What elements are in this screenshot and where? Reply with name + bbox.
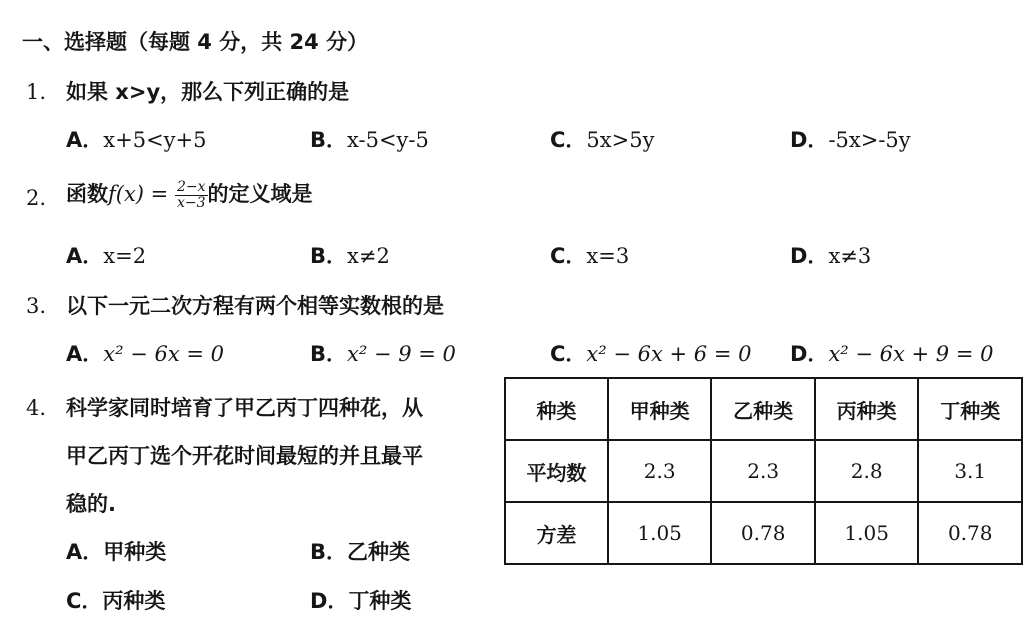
option-text: x=3 bbox=[586, 244, 630, 268]
option-a[interactable] bbox=[66, 538, 166, 566]
option-text: x=2 bbox=[103, 244, 147, 268]
option-text: 丁种类 bbox=[348, 589, 412, 613]
option-text: 5x>5y bbox=[586, 128, 655, 152]
table-header-row bbox=[505, 378, 1022, 440]
option-d[interactable] bbox=[310, 587, 411, 615]
stem-prefix: 函数 bbox=[66, 182, 108, 206]
question-stem-line-3: 稳的. bbox=[66, 492, 116, 516]
option-a[interactable] bbox=[66, 340, 224, 368]
question-stem: 以下一元二次方程有两个相等实数根的是 bbox=[66, 294, 444, 318]
option-text: 丙种类 bbox=[102, 589, 166, 613]
question-stem: 如果 x>y，那么下列正确的是 bbox=[66, 80, 350, 104]
question-number: 3. bbox=[26, 294, 47, 318]
table-cell: 0.78 bbox=[918, 502, 1022, 564]
table-row-label: 平均数 bbox=[505, 440, 608, 502]
option-c[interactable] bbox=[550, 242, 629, 270]
table-cell: 2.3 bbox=[608, 440, 712, 502]
section-title: 一、选择题（每题 4 分，共 24 分） bbox=[22, 30, 369, 54]
option-a[interactable] bbox=[66, 242, 146, 270]
option-a[interactable] bbox=[66, 126, 206, 154]
question-stem-line-2: 甲乙丙丁选个开花时间最短的并且最平 bbox=[66, 444, 423, 468]
stem-suffix: 的定义域是 bbox=[207, 182, 313, 206]
fraction-numerator: 2−x bbox=[176, 179, 206, 195]
table-cell: 0.78 bbox=[711, 502, 815, 564]
option-text: x+5<y+5 bbox=[103, 128, 207, 152]
question-number: 1. bbox=[26, 80, 47, 104]
option-d[interactable] bbox=[790, 242, 871, 270]
option-b[interactable] bbox=[310, 538, 410, 566]
option-text: 甲种类 bbox=[103, 540, 167, 564]
option-text: x≠3 bbox=[828, 244, 872, 268]
table-cell: 2.3 bbox=[711, 440, 815, 502]
option-text: 乙种类 bbox=[347, 540, 411, 564]
table-cell: 2.8 bbox=[815, 440, 919, 502]
option-c[interactable] bbox=[550, 340, 751, 368]
option-letter: D． bbox=[790, 342, 829, 366]
option-letter: B． bbox=[310, 540, 348, 564]
table-header-cell: 种类 bbox=[505, 378, 608, 440]
option-c[interactable] bbox=[66, 587, 165, 615]
table-header-cell: 甲种类 bbox=[608, 378, 712, 440]
option-letter: D． bbox=[790, 244, 829, 268]
question-number: 2. bbox=[26, 186, 47, 210]
option-letter: A． bbox=[66, 128, 104, 152]
option-letter: C． bbox=[550, 128, 587, 152]
table-row-label: 方差 bbox=[505, 502, 608, 564]
option-text: x² − 6x + 6 = 0 bbox=[586, 342, 752, 366]
option-text: x² − 6x = 0 bbox=[103, 342, 224, 366]
option-letter: B． bbox=[310, 342, 348, 366]
table-row bbox=[505, 502, 1022, 564]
option-letter: D． bbox=[310, 589, 349, 613]
function-expression: f(x) = bbox=[108, 182, 169, 206]
option-text: x≠2 bbox=[347, 244, 390, 268]
option-letter: B． bbox=[310, 244, 348, 268]
table-header-cell: 丙种类 bbox=[815, 378, 919, 440]
option-text: x² − 9 = 0 bbox=[347, 342, 456, 366]
table-cell: 1.05 bbox=[815, 502, 919, 564]
option-text: x-5<y-5 bbox=[347, 128, 429, 152]
option-text: -5x>-5y bbox=[828, 128, 911, 152]
option-text: x² − 6x + 9 = 0 bbox=[828, 342, 994, 366]
option-letter: C． bbox=[550, 244, 587, 268]
fraction bbox=[175, 180, 208, 211]
table-row bbox=[505, 440, 1022, 502]
flower-data-table bbox=[504, 377, 1023, 565]
option-letter: B． bbox=[310, 128, 348, 152]
option-c[interactable] bbox=[550, 126, 654, 154]
table-cell: 1.05 bbox=[608, 502, 712, 564]
option-letter: A． bbox=[66, 342, 104, 366]
option-d[interactable] bbox=[790, 340, 993, 368]
option-letter: C． bbox=[550, 342, 587, 366]
table-header-cell: 乙种类 bbox=[711, 378, 815, 440]
option-letter: A． bbox=[66, 244, 104, 268]
option-letter: D． bbox=[790, 128, 829, 152]
table-header-cell: 丁种类 bbox=[918, 378, 1022, 440]
option-b[interactable] bbox=[310, 126, 429, 154]
question-stem-line-1: 科学家同时培育了甲乙丙丁四种花，从 bbox=[66, 396, 423, 420]
fraction-denominator: x−3 bbox=[176, 195, 206, 211]
question-stem bbox=[66, 180, 313, 211]
option-b[interactable] bbox=[310, 242, 390, 270]
option-letter: A． bbox=[66, 540, 104, 564]
option-letter: C． bbox=[66, 589, 103, 613]
option-d[interactable] bbox=[790, 126, 911, 154]
table-cell: 3.1 bbox=[918, 440, 1022, 502]
question-number: 4. bbox=[26, 396, 47, 420]
option-b[interactable] bbox=[310, 340, 456, 368]
